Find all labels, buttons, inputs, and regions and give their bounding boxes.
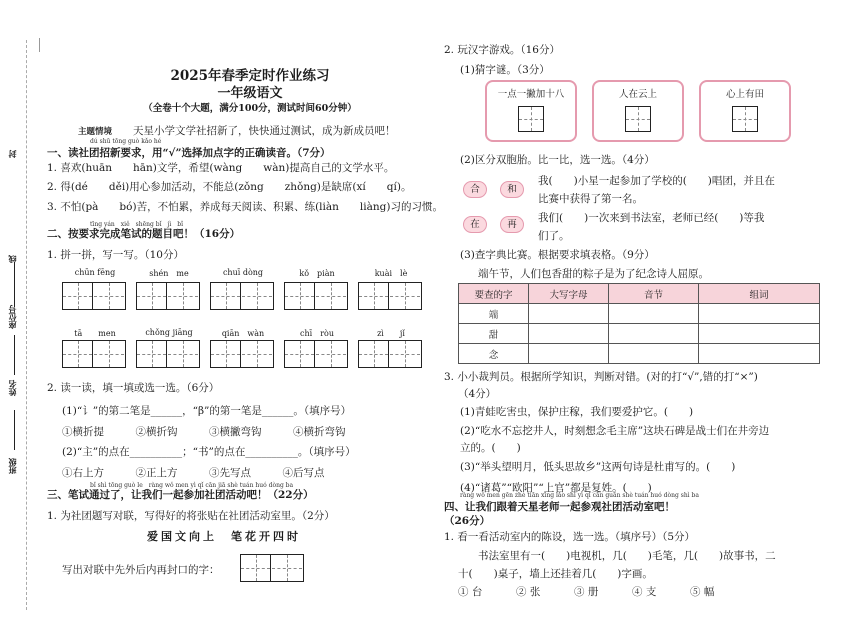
exam-note: （全卷十个大题，满分100分，测试时间60分钟） — [143, 103, 357, 114]
side-line-label: 线 — [7, 255, 17, 263]
twin-char-zai1: 在 — [463, 216, 487, 233]
dictionary-table — [458, 283, 820, 364]
s1-q3: 3. 不怕(pà bó)苦，不怕累，养成每天阅读、积累、练(liàn liàng)习的习惯。 — [47, 201, 443, 213]
side-class-label: 班级 — [7, 458, 17, 474]
s2-q2a: (1)“讠”的第二笔是______，“β”的第一笔是______。（填序号） — [62, 405, 352, 417]
s4-score: （26分） — [444, 515, 491, 527]
s3-q3-score: （4分） — [458, 388, 497, 400]
pinyin-prompt: chī ròu — [300, 329, 334, 338]
s4-line2: 十( )桌子，墙上还挂着几( )字画。 — [458, 568, 653, 580]
s3-q2b: (2)区分双胞胎。比一比，选一选。（4分） — [460, 154, 655, 166]
page-title: 2025年春季定时作业练习 — [170, 68, 330, 84]
answer-cell[interactable] — [609, 304, 699, 324]
table-row — [459, 344, 820, 364]
judge-item-2-cont: 立的。( ) — [460, 442, 521, 454]
judge-item-3: (3)“举头望明月，低头思故乡”这两句诗是杜甫写的。( ) — [460, 461, 736, 473]
pinyin-prompt: zì jǐ — [377, 329, 405, 338]
s3-title: 三、笔试通过了，让我们一起参加社团活动吧！（22分） — [47, 489, 314, 501]
char-writing-box[interactable] — [62, 340, 126, 368]
answer-cell[interactable] — [529, 304, 609, 324]
pair1-line1: 我( )小星一起参加了学校的( )唱团，并且在 — [538, 175, 775, 187]
measure-word-options — [458, 584, 758, 599]
pinyin-prompt: kuài lè — [374, 269, 408, 278]
couplet-answer-grid[interactable] — [240, 554, 304, 582]
table-header: 大写字母 — [529, 284, 609, 304]
s2-title: 二、按要求完成笔试的题目吧！（16分） — [47, 228, 241, 240]
pinyin-prompt: qiān wàn — [221, 329, 265, 338]
s4-line1: 书法室里有一( )电视机，几( )毛笔，几( )故事书，二 — [478, 550, 776, 562]
s1-q2: 2. 得(dé děi)用心参加活动，不能总(zǒng zhǒng)是缺席(xí qí)。 — [47, 181, 412, 193]
pinyin-prompt: tā men — [74, 329, 116, 338]
table-row — [459, 304, 820, 324]
s3-q2a: (1)猜字谜。（3分） — [460, 64, 550, 76]
pair1-line2: 比赛中获得了第一名。 — [538, 193, 643, 205]
table-cell: 端 — [459, 304, 529, 324]
answer-cell[interactable] — [699, 304, 820, 324]
riddle-answer-cell[interactable] — [732, 106, 758, 132]
s4-pinyin: ràng wǒ men gēn zhe tiān xīng lǎo shī yì qǐ cān guān shè tuán huó dòng shì ba — [460, 492, 699, 499]
char-writing-box[interactable] — [136, 282, 200, 310]
table-row — [459, 324, 820, 344]
twin-char-he2: 和 — [500, 181, 524, 198]
s4-q1: 1. 看一看活动室内的陈设，选一选。（填序号）（5分） — [444, 531, 696, 543]
table-header: 组词 — [699, 284, 820, 304]
table-header: 音节 — [609, 284, 699, 304]
char-writing-box[interactable] — [210, 340, 274, 368]
s1-title: 一、读社团招新要求，用“√”选择加点字的正确读音。（7分） — [47, 147, 331, 159]
margin-tick — [39, 38, 40, 52]
s2-pinyin: tīng yán xiě shēng bǐ jì bǐ — [90, 221, 184, 228]
s3-pinyin: bǐ shì tōng guò le ràng wǒ men yì qǐ cān jiā shè tuán huó dòng ba — [90, 482, 294, 489]
option-item: ① 台 — [458, 586, 483, 598]
s4-title: 四、让我们跟着天星老师一起参观社团活动室吧！ — [444, 501, 675, 513]
twin-char-zai2: 再 — [500, 216, 524, 233]
answer-cell[interactable] — [609, 344, 699, 364]
option-item: ④ 支 — [632, 586, 657, 598]
riddle-text: 人在云上 — [618, 89, 657, 100]
couplet-text: 爱国文向上 笔花开四时 — [147, 530, 301, 543]
pair2-line2: 们了。 — [538, 230, 570, 242]
s2-q2: 2. 读一读，填一填或选一选。（6分） — [47, 382, 220, 394]
s2-q2b-options: ①右上方 ②正上方 ③先写点 ④后写点 — [62, 467, 325, 479]
riddle-box-3 — [699, 80, 791, 142]
char-writing-box[interactable] — [284, 340, 348, 368]
theme-text: 天星小学文学社招新了，快快通过测试，成为新成员吧！ — [133, 125, 396, 137]
option-item: ③ 册 — [574, 586, 599, 598]
s2-q2b: (2)“主”的点在__________；“书”的点在__________。（填序号） — [62, 446, 356, 458]
judge-item-2: (2)“吃水不忘挖井人，时刻想念毛主席”这块石碑是战士们在井旁边 — [460, 425, 770, 437]
name-line — [14, 335, 15, 375]
theme-label: 主题情境 — [78, 127, 113, 137]
riddle-answer-cell[interactable] — [625, 106, 651, 132]
option-item: ② 张 — [516, 586, 541, 598]
table-header: 要查的字 — [459, 284, 529, 304]
char-writing-box[interactable] — [358, 282, 422, 310]
s1-q1: 1. 喜欢(huān hān)文学，希望(wàng wàn)提高自己的文学水平。 — [47, 162, 395, 174]
couplet-prompt: 写出对联中先外后内再封口的字： — [62, 564, 220, 576]
seat-line — [14, 262, 15, 307]
char-writing-box[interactable] — [284, 282, 348, 310]
s2-q2a-options: ①横折提 ②横折钩 ③横撇弯钩 ④横折弯钩 — [62, 426, 346, 438]
pinyin-prompt: chǒng jiāng — [145, 328, 193, 337]
pinyin-prompt: chūn fēng — [74, 268, 116, 277]
riddle-text: 心上有田 — [725, 89, 764, 100]
s3-q2c: (3)查字典比赛。根据要求填表格。（9分） — [460, 249, 655, 261]
s2-q1: 1. 拼一拼，写一写。（10分） — [47, 249, 184, 261]
option-item: ⑤ 幅 — [690, 586, 715, 598]
pinyin-prompt: kǒ piàn — [299, 269, 335, 278]
char-writing-box[interactable] — [62, 282, 126, 310]
s3-q1: 1. 为社团题写对联，写得好的将张贴在社团活动室里。（2分） — [47, 510, 335, 522]
pinyin-prompt: shén me — [149, 269, 189, 278]
char-writing-box[interactable] — [358, 340, 422, 368]
judge-item-4: (4)“诸葛”“欧阳”“上官”都是复姓。( ) — [460, 482, 652, 494]
pinyin-prompt: chuī dòng — [222, 268, 264, 277]
table-cell: 念 — [459, 344, 529, 364]
answer-cell[interactable] — [699, 324, 820, 344]
s3-q2: 2. 玩汉字游戏。（16分） — [444, 44, 560, 56]
riddle-box-1 — [485, 80, 577, 142]
side-name-label: 姓名 — [7, 380, 17, 396]
pair2-line1: 我们( )一次来到书法室，老师已经( )等我 — [538, 212, 765, 224]
char-writing-box[interactable] — [210, 282, 274, 310]
class-line — [14, 410, 15, 450]
page-subtitle: 一年级语文 — [217, 86, 283, 101]
s3-q3: 3. 小小裁判员。根据所学知识，判断对错。(对的打“√”,错的打“×”) — [444, 371, 758, 383]
answer-cell[interactable] — [529, 324, 609, 344]
answer-cell[interactable] — [529, 344, 609, 364]
binding-dashed-line — [26, 40, 27, 610]
char-writing-box[interactable] — [136, 340, 200, 368]
riddle-answer-cell[interactable] — [518, 106, 544, 132]
judge-item-1: (1)青蛙吃害虫，保护庄稼，我们要爱护它。( ) — [460, 406, 694, 418]
answer-cell[interactable] — [699, 344, 820, 364]
table-cell: 甜 — [459, 324, 529, 344]
side-seal-label: 封 — [7, 150, 17, 158]
twin-char-he1: 合 — [463, 181, 487, 198]
riddle-box-2 — [592, 80, 684, 142]
answer-cell[interactable] — [609, 324, 699, 344]
s3-q2c-intro: 端午节，人们包香甜的粽子是为了纪念诗人屈原。 — [478, 268, 709, 280]
s1-pinyin: dú shū tōng guò kǎo hé — [90, 138, 162, 145]
riddle-text: 一点一撇加十八 — [497, 89, 565, 100]
side-seat-label: 座位号 — [7, 305, 17, 329]
